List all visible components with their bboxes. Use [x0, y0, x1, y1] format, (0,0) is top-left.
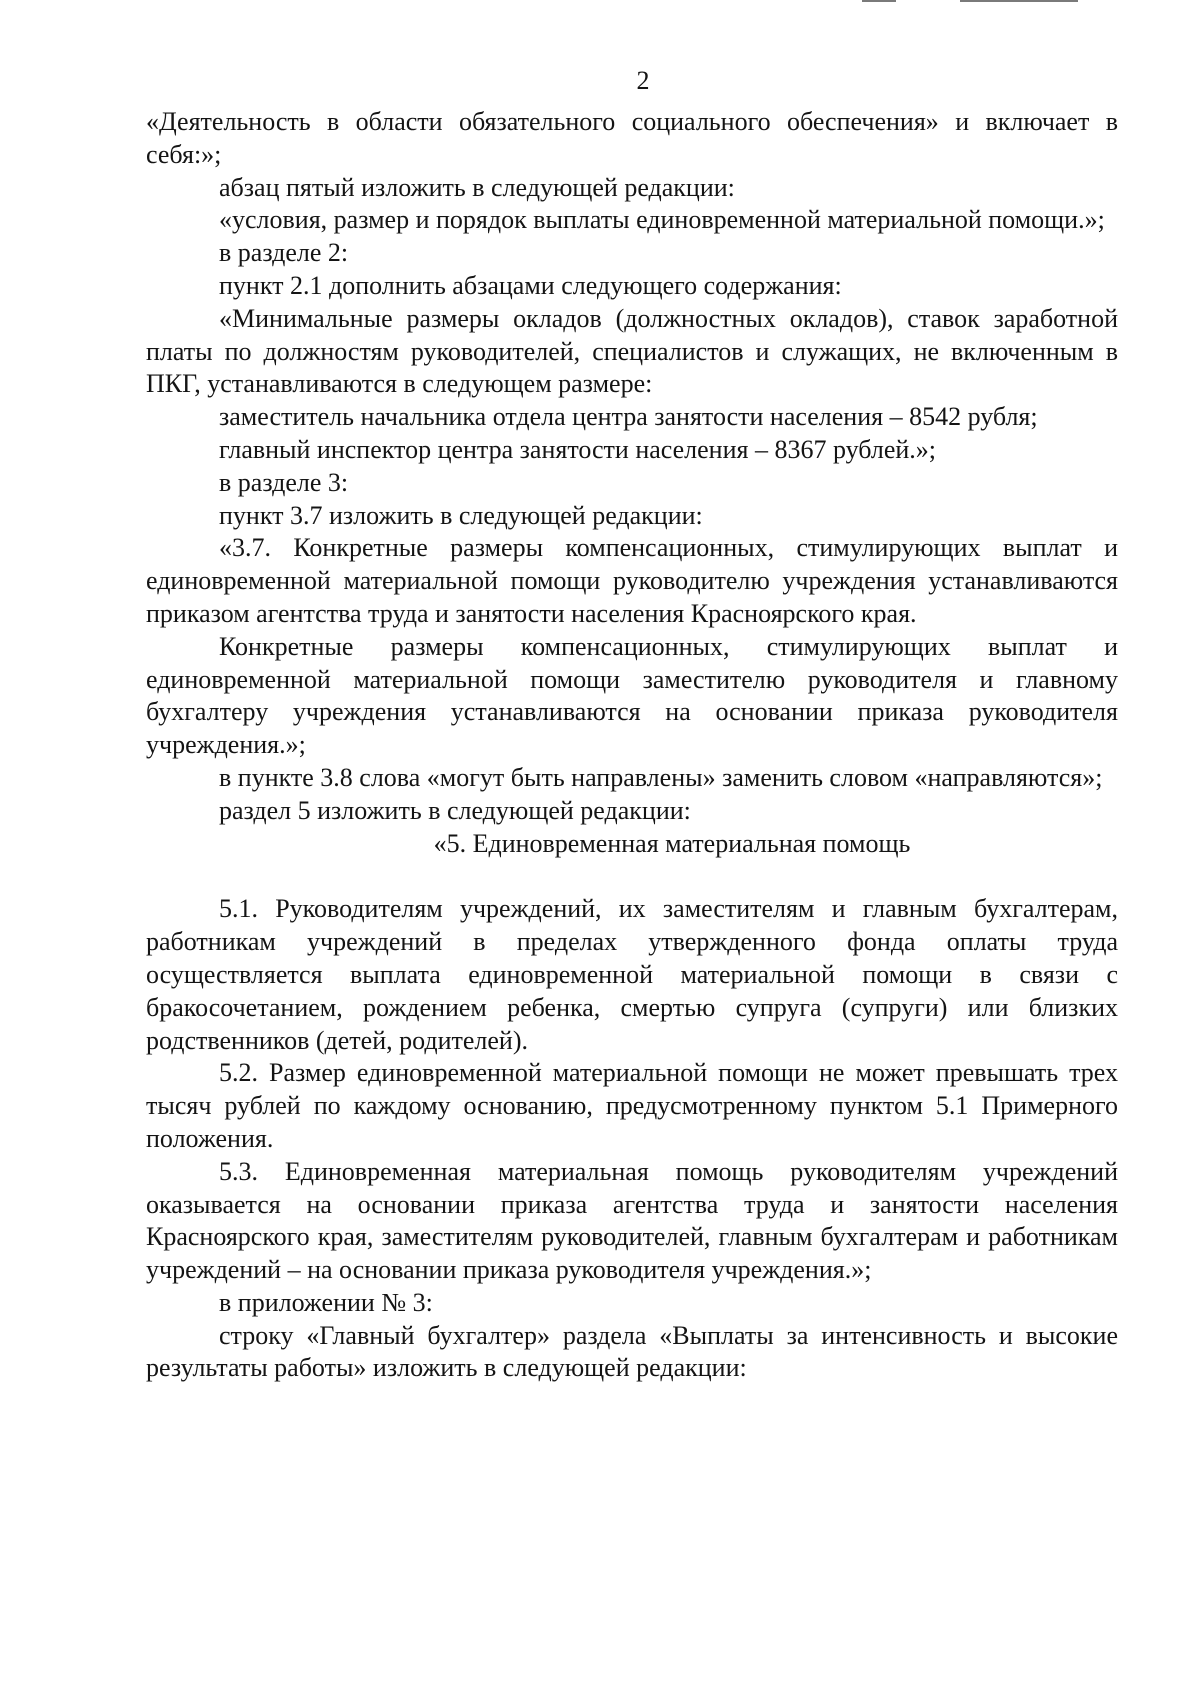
paragraph: Конкретные размеры компенсационных, стимулирующих выплат и единовременной материальной помощи заместителю руководителя и главному бухгалтеру учреждения устанавливаются на основании приказа руководителя учреждения.»; [146, 631, 1118, 760]
section-paragraph: 5.1. Руководителям учреждений, их заместителям и главным бухгалтерам, работникам учреждений в пределах утвержденного фонда оплаты труда осуществляется выплата единовременной материальной помощи в связи с бракосочетанием, рождением ребенка, смертью супруга (супруги) или близких родственников (детей, родителей). [146, 894, 1118, 1055]
scan-edge-mark [960, 0, 1078, 2]
paragraph: «Минимальные размеры окладов (должностных окладов), ставок заработной платы по должностям руководителей, специалистов и служащих, не включенным в ПКГ, устанавливаются в следующем размере: [146, 303, 1118, 399]
page-number: 2 [636, 66, 650, 95]
paragraph: «условия, размер и порядок выплаты единовременной материальной помощи.»; [219, 205, 1105, 235]
paragraph: в разделе 3: [219, 467, 349, 497]
paragraph: «Деятельность в области обязательного социального обеспечения» и включает в себя:»; [146, 107, 1118, 169]
paragraph: пункт 3.7 изложить в следующей редакции: [219, 500, 703, 530]
section-heading: «5. Единовременная материальная помощь [433, 828, 911, 858]
paragraph: заместитель начальника отдела центра занятости населения – 8542 рубля; [219, 402, 1038, 432]
paragraph: абзац пятый изложить в следующей редакции: [219, 172, 735, 202]
blank-line [146, 860, 1118, 893]
document-page [146, 64, 1118, 1385]
section-paragraph: строку «Главный бухгалтер» раздела «Выплаты за интенсивность и высокие результаты работы» изложить в следующей редакции: [146, 1320, 1118, 1383]
paragraph: раздел 5 изложить в следующей редакции: [219, 795, 691, 825]
section-paragraph: 5.3. Единовременная материальная помощь руководителям учреждений оказывается на основании приказа агентства труда и занятости населения Красноярского края, заместителям руководителей, главным бухгалтерам и работникам учреждений – на основании приказа руководителя учреждения.»; [146, 1156, 1118, 1285]
paragraph: главный инспектор центра занятости населения – 8367 рублей.»; [219, 434, 937, 464]
scan-edge-mark [862, 0, 896, 2]
paragraph: в пункте 3.8 слова «могут быть направлены» заменить словом «направляются»; [219, 762, 1103, 792]
paragraph: в разделе 2: [219, 238, 349, 268]
paragraph: «3.7. Конкретные размеры компенсационных, стимулирующих выплат и единовременной материальной помощи руководителю учреждения устанавливаются приказом агентства труда и занятости населения Красноярского края. [146, 533, 1118, 628]
section-paragraph: в приложении № 3: [219, 1287, 433, 1317]
section-paragraph: 5.2. Размер единовременной материальной помощи не может превышать трех тысяч рублей по каждому основанию, предусмотренному пунктом 5.1 Примерного положения. [146, 1058, 1118, 1153]
paragraph: пункт 2.1 дополнить абзацами следующего содержания: [219, 270, 842, 300]
